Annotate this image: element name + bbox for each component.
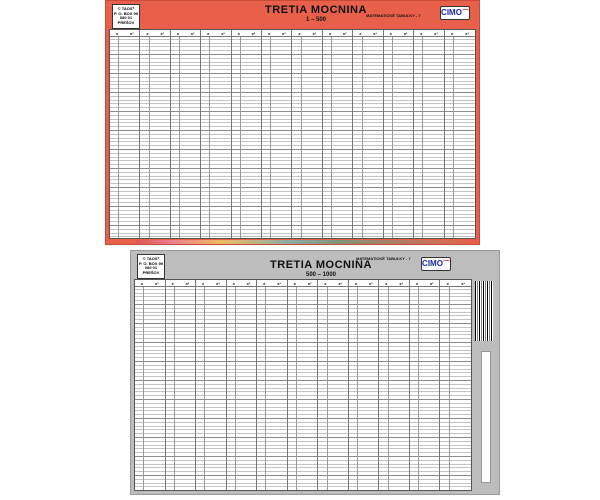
header-x: x — [171, 280, 174, 286]
header-x: x — [450, 30, 453, 36]
publisher-line: © TAOSᵀ — [117, 6, 135, 11]
number-rows — [292, 37, 321, 238]
header-x-cubed: x³ — [246, 280, 251, 286]
header-x: x — [385, 280, 388, 286]
logo-swoosh-icon: ⌒ — [442, 261, 450, 268]
header-x-cubed: x³ — [251, 30, 256, 36]
number-rows — [353, 37, 382, 238]
publisher-line: P. O. BOX 99 — [139, 260, 163, 266]
series-label: MATEMATICKÉ TABUĽKY - 7 — [366, 13, 421, 18]
header-x: x — [267, 30, 271, 36]
table-column — [135, 280, 166, 490]
header-x: x — [232, 280, 235, 286]
color-legend-strip — [136, 240, 476, 245]
table-column — [166, 280, 197, 490]
column-header — [379, 280, 409, 287]
header-x-cubed: x³ — [429, 280, 434, 286]
header-x-cubed: x³ — [368, 280, 373, 286]
publisher-line: P. O. BOX 99 — [114, 10, 138, 16]
column-header — [318, 280, 348, 287]
range-text: 500 – 1000 — [305, 272, 337, 278]
column-header — [262, 30, 291, 37]
column-header — [201, 30, 230, 37]
column-header — [323, 30, 352, 37]
column-header — [445, 30, 475, 37]
number-rows — [318, 287, 348, 490]
column-header — [440, 280, 471, 287]
header-x: x — [354, 280, 357, 286]
header-x-cubed: x³ — [185, 280, 190, 286]
header-x-cubed: x³ — [338, 280, 342, 286]
header-x-cubed: x³ — [342, 30, 347, 36]
number-rows — [323, 37, 352, 238]
side-info-strip — [481, 351, 491, 483]
table-column — [232, 30, 262, 238]
header-x: x — [115, 30, 119, 36]
number-rows — [196, 287, 226, 490]
number-rows — [410, 287, 440, 490]
series-label: MATEMATICKÉ TABUĽKY - 7 — [356, 256, 411, 261]
table-column — [445, 30, 475, 238]
column-header — [410, 280, 440, 287]
header-x-cubed: x³ — [399, 280, 403, 286]
column-header — [232, 30, 261, 37]
number-rows — [349, 287, 379, 490]
number-rows — [166, 287, 196, 490]
logo-text: CIMO — [441, 8, 462, 17]
header-x: x — [324, 280, 327, 286]
logo-text: CIMO — [422, 259, 443, 268]
header-x-cubed: x³ — [190, 30, 195, 36]
column-header — [196, 280, 226, 287]
header-x-cubed: x³ — [155, 280, 159, 286]
number-rows — [171, 37, 200, 238]
column-header — [384, 30, 413, 37]
number-rows — [232, 37, 261, 238]
cube-table-grid — [109, 29, 476, 239]
header-x: x — [146, 30, 149, 36]
header-x-cubed: x³ — [221, 30, 225, 36]
column-header — [292, 30, 321, 37]
table-column — [140, 30, 170, 238]
header-x: x — [446, 280, 449, 286]
column-header — [414, 30, 443, 37]
header-x: x — [237, 30, 240, 36]
table-column — [440, 280, 471, 490]
column-header — [171, 30, 200, 37]
header-x-cubed: x³ — [403, 30, 408, 36]
logo-swoosh-icon: ⌒ — [461, 10, 469, 17]
header-x-cubed: x³ — [461, 280, 465, 286]
number-rows — [288, 287, 318, 490]
column-header — [227, 280, 257, 287]
header-x: x — [202, 280, 205, 286]
header-x-cubed: x³ — [465, 30, 469, 36]
number-rows — [262, 37, 291, 238]
number-rows — [227, 287, 257, 490]
number-rows — [257, 287, 287, 490]
card-title — [261, 259, 381, 278]
column-header — [140, 30, 169, 37]
table-column — [292, 30, 322, 238]
header-x-cubed: x³ — [282, 30, 286, 36]
column-header — [288, 280, 318, 287]
header-x-cubed: x³ — [312, 30, 316, 36]
table-column — [201, 30, 231, 238]
title-text: TRETIA MOCNINA — [265, 4, 367, 16]
header-x: x — [389, 30, 392, 36]
number-rows — [445, 37, 475, 238]
table-column — [171, 30, 201, 238]
publisher-box — [112, 4, 140, 29]
column-header — [110, 30, 139, 37]
table-column — [318, 280, 349, 490]
publisher-line: 080 01 PREŠOV — [117, 15, 135, 25]
header-x-cubed: x³ — [373, 30, 377, 36]
cube-table-grid — [134, 279, 472, 491]
header-x: x — [328, 30, 332, 36]
header-x: x — [293, 280, 296, 286]
column-header — [349, 280, 379, 287]
number-rows — [440, 287, 471, 490]
header-x-cubed: x³ — [277, 280, 281, 286]
publisher-box — [137, 254, 165, 279]
header-x-cubed: x³ — [129, 30, 134, 36]
table-column — [353, 30, 383, 238]
table-column — [196, 280, 227, 490]
number-rows — [140, 37, 169, 238]
title-text: TRETIA MOCNINA — [270, 259, 372, 271]
barcode-icon — [475, 281, 493, 341]
header-x: x — [176, 30, 179, 36]
number-rows — [201, 37, 230, 238]
table-column — [414, 30, 444, 238]
cimo-logo — [440, 6, 470, 20]
column-header — [257, 280, 287, 287]
card-title — [256, 4, 376, 23]
header-x-cubed: x³ — [434, 30, 438, 36]
table-column — [110, 30, 140, 238]
cimo-logo — [421, 257, 451, 271]
table-column — [288, 280, 319, 490]
publisher-line: 080 01 PREŠOV — [142, 265, 160, 275]
header-x: x — [207, 30, 210, 36]
number-rows — [384, 37, 413, 238]
column-header — [166, 280, 196, 287]
table-column — [349, 280, 380, 490]
header-x: x — [415, 280, 419, 286]
cube-table-card-1-500 — [105, 0, 480, 245]
column-header — [135, 280, 165, 287]
table-column — [262, 30, 292, 238]
number-rows — [414, 37, 443, 238]
column-header — [353, 30, 382, 37]
table-column — [323, 30, 353, 238]
number-rows — [135, 287, 165, 490]
header-x-cubed: x³ — [307, 280, 312, 286]
range-text: 1 – 500 — [305, 17, 327, 23]
header-x: x — [298, 30, 301, 36]
header-x-cubed: x³ — [216, 280, 220, 286]
table-column — [410, 280, 441, 490]
table-column — [384, 30, 414, 238]
publisher-line: © TAOSᵀ — [142, 256, 160, 261]
header-x: x — [263, 280, 266, 286]
number-rows — [379, 287, 409, 490]
table-column — [227, 280, 258, 490]
header-x: x — [359, 30, 362, 36]
header-x: x — [420, 30, 423, 36]
table-column — [257, 280, 288, 490]
number-rows — [110, 37, 139, 238]
table-column — [379, 280, 410, 490]
header-x-cubed: x³ — [160, 30, 164, 36]
cube-table-card-500-1000 — [130, 250, 500, 495]
header-x: x — [140, 280, 144, 286]
